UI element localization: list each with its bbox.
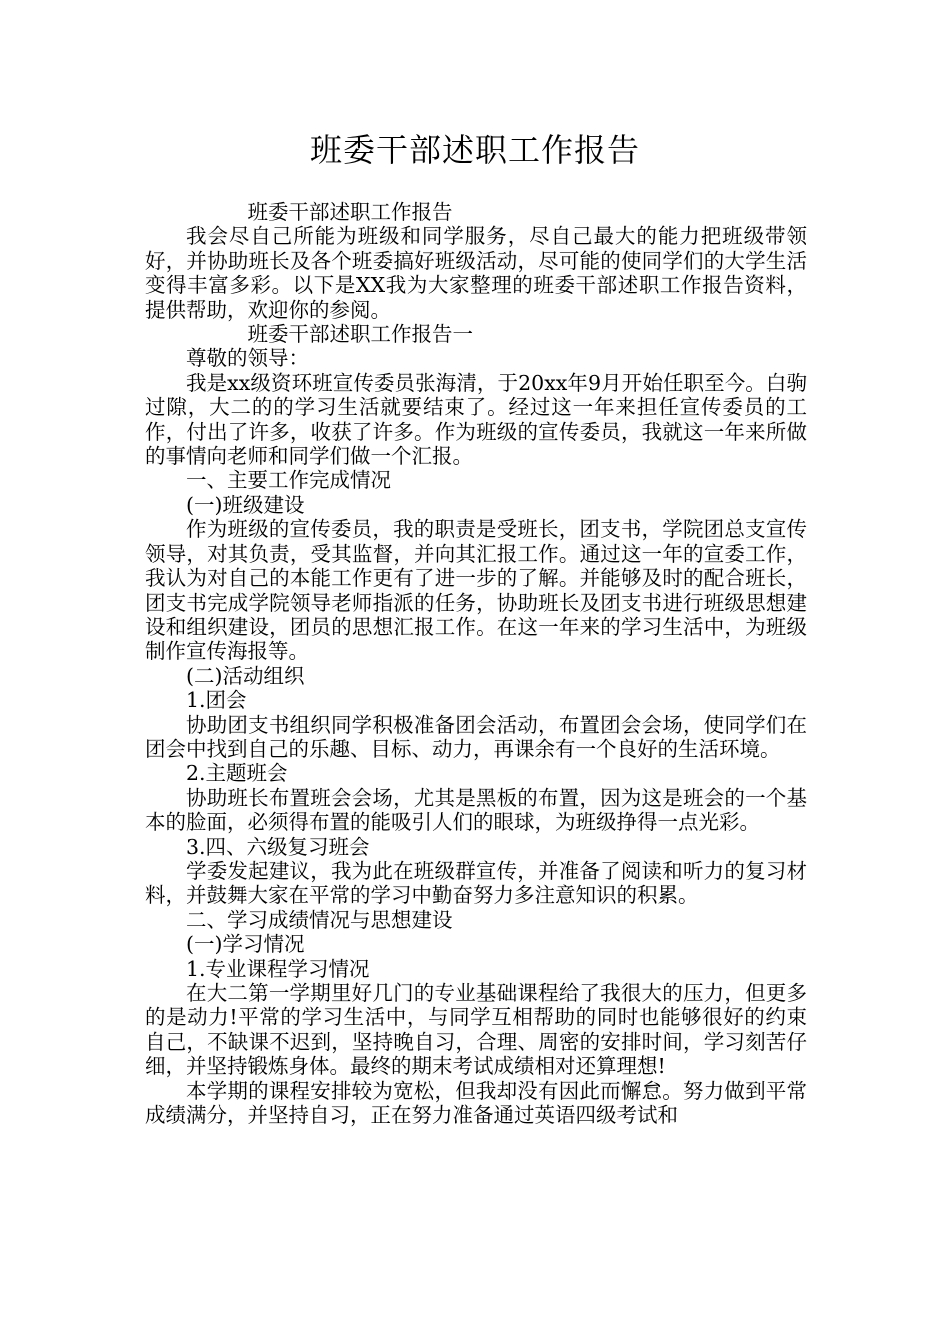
paragraph: 协助班长布置班会会场，尤其是黑板的布置，因为这是班会的一个基本的脸面，必须得布置的能吸引人们的眼球，为班级挣得一点光彩。 xyxy=(145,785,807,835)
paragraph: 1.团会 xyxy=(186,688,247,713)
document-title: 班委干部述职工作报告 xyxy=(309,131,640,169)
document-body xyxy=(145,200,807,1127)
paragraph: 学委发起建议，我为此在班级群宣传，并准备了阅读和听力的复习材料，并鼓舞大家在平常的学习中勤奋努力多注意知识的积累。 xyxy=(145,858,807,908)
paragraph: 一、主要工作完成情况 xyxy=(186,468,391,493)
paragraph: 2.主题班会 xyxy=(186,761,288,786)
paragraph: 我会尽自己所能为班级和同学服务，尽自己最大的能力把班级带领好，并协助班长及各个班委搞好班级活动，尽可能的使同学们的大学生活变得丰富多彩。以下是XX我为大家整理的班委干部述职工作报告资料，提供帮助，欢迎你的参阅。 xyxy=(145,224,807,322)
paragraph: 二、学习成绩情况与思想建设 xyxy=(186,907,453,932)
paragraph: 作为班级的宣传委员，我的职责是受班长，团支书，学院团总支宣传领导，对其负责，受其监督，并向其汇报工作。通过这一年的宣委工作，我认为对自己的本能工作更有了进一步的了解。并能够及时的配合班长，团支书完成学院领导老师指派的任务，协助班长及团支书进行班级思想建设和组织建设，团员的思想汇报工作。在这一年来的学习生活中，为班级制作宣传海报等。 xyxy=(145,517,807,664)
paragraph: 协助团支书组织同学积极准备团会活动，布置团会会场，使同学们在团会中找到自己的乐趣、目标、动力，再课余有一个良好的生活环境。 xyxy=(145,712,807,761)
paragraph: 班委干部述职工作报告一 xyxy=(247,322,473,347)
paragraph: 3.四、六级复习班会 xyxy=(186,834,370,859)
paragraph: 本学期的课程安排较为宽松，但我却没有因此而懈怠。努力做到平常成绩满分，并坚持自习，正在努力准备通过英语四级考试和 xyxy=(145,1078,807,1128)
paragraph: (一)班级建设 xyxy=(186,492,305,517)
paragraph: (二)活动组织 xyxy=(186,663,305,688)
paragraph: 班委干部述职工作报告 xyxy=(247,200,453,224)
paragraph: 我是xx级资环班宣传委员张海清，于20xx年9月开始任职至今。白驹过隙，大二的的学习生活就要结束了。经过这一年来担任宣传委员的工作，付出了许多，收获了许多。作为班级的宣传委员，我就这一年来所做的事情向老师和同学们做一个汇报。 xyxy=(145,370,807,469)
paragraph: 尊敬的领导： xyxy=(186,346,309,371)
paragraph: (一)学习情况 xyxy=(186,932,305,957)
paragraph: 在大二第一学期里好几门的专业基础课程给了我很大的压力，但更多的是动力!平常的学习生活中，与同学互相帮助的同时也能够很好的约束自己，不缺课不迟到，坚持晚自习，合理、周密的安排时间，学习刻苦仔细，并坚持锻炼身体。最终的期末考试成绩相对还算理想! xyxy=(145,981,807,1079)
paragraph: 1.专业课程学习情况 xyxy=(186,956,370,981)
